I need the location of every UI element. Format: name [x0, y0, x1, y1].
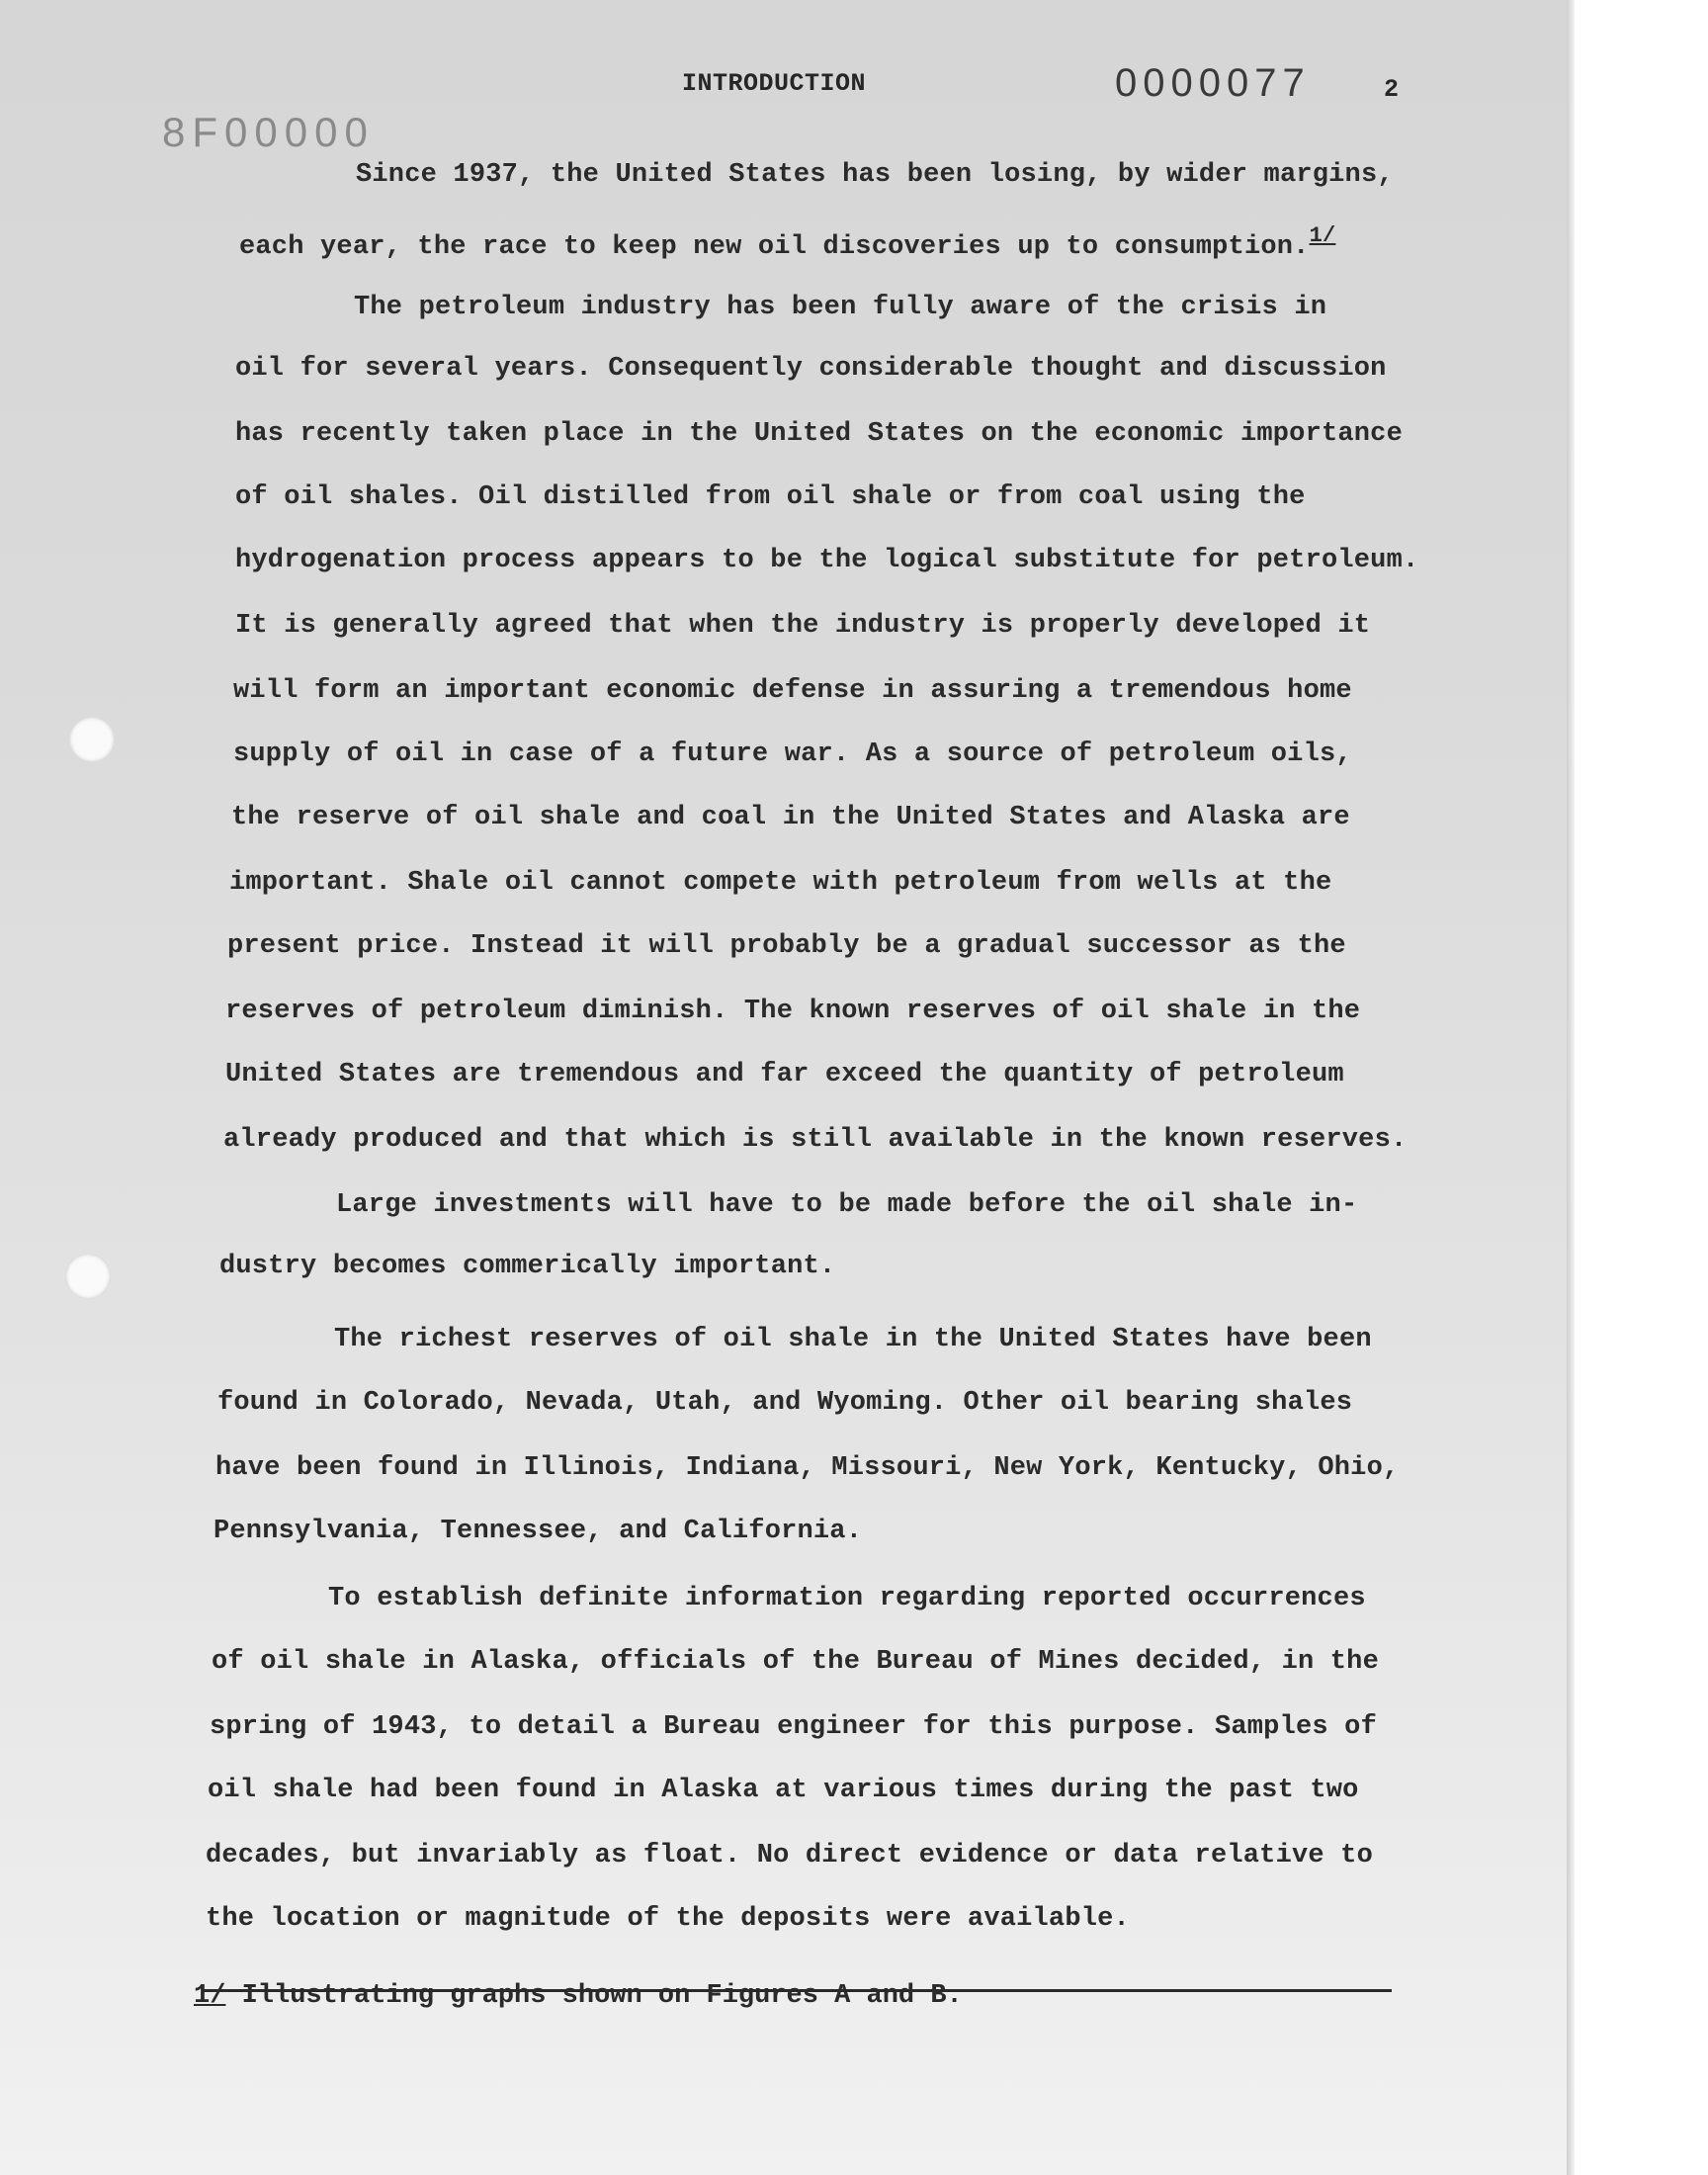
- text-line: already produced and that which is still available in the known reserves.: [223, 1125, 1408, 1155]
- page-title: INTRODUCTION: [682, 69, 867, 98]
- text-line: It is generally agreed that when the industry is properly developed it: [235, 611, 1371, 641]
- text-line: of oil shale in Alaska, officials of the Bureau of Mines decided, in the: [212, 1647, 1379, 1677]
- text-line: To establish definite information regarding reported occurrences: [328, 1584, 1366, 1613]
- text-line: supply of oil in case of a future war. As a source of petroleum oils,: [233, 740, 1352, 769]
- footnote: [194, 1981, 963, 2011]
- punch-hole: [69, 717, 115, 762]
- text-line: will form an important economic defense in assuring a tremendous home: [233, 676, 1352, 706]
- text-line: decades, but invariably as float. No direct evidence or data relative to: [206, 1841, 1373, 1870]
- text-line: the reserve of oil shale and coal in the United States and Alaska are: [231, 803, 1350, 832]
- text-line: the location or magnitude of the deposits were available.: [206, 1904, 1130, 1934]
- text-line: Pennsylvania, Tennessee, and California.: [214, 1517, 863, 1546]
- page-edge: [1567, 0, 1575, 2175]
- text-line: [239, 223, 1335, 262]
- page-number: 2: [1384, 75, 1400, 104]
- document-number: 0000077: [1115, 61, 1311, 105]
- text-line: spring of 1943, to detail a Bureau engineer for this purpose. Samples of: [210, 1712, 1377, 1742]
- text-line: hydrogenation process appears to be the logical substitute for petroleum.: [235, 546, 1419, 575]
- text-line: Since 1937, the United States has been losing, by wider margins,: [356, 160, 1394, 190]
- text-line: The petroleum industry has been fully aware of the crisis in: [354, 293, 1327, 322]
- text-line: dustry becomes commerically important.: [219, 1252, 836, 1281]
- text-line-content: each year, the race to keep new oil discoveries up to consumption.: [239, 232, 1310, 262]
- text-line: reserves of petroleum diminish. The known reserves of oil shale in the: [225, 997, 1361, 1026]
- text-line: have been found in Illinois, Indiana, Missouri, New York, Kentucky, Ohio,: [215, 1453, 1400, 1483]
- text-line: oil for several years. Consequently considerable thought and discussion: [235, 354, 1387, 384]
- text-line: oil shale had been found in Alaska at various times during the past two: [208, 1776, 1359, 1805]
- punch-hole: [65, 1254, 111, 1299]
- text-line: The richest reserves of oil shale in the United States have been: [334, 1325, 1372, 1354]
- text-line: important. Shale oil cannot compete with petroleum from wells at the: [229, 868, 1332, 898]
- footnote-reference: 1/: [1309, 223, 1336, 248]
- footnote-mark: 1/: [194, 1981, 226, 2011]
- text-line: present price. Instead it will probably be a gradual successor as the: [227, 931, 1346, 961]
- text-line: found in Colorado, Nevada, Utah, and Wyoming. Other oil bearing shales: [217, 1388, 1353, 1418]
- text-line: of oil shales. Oil distilled from oil shale or from coal using the: [235, 482, 1306, 512]
- footnote-text: Illustrating graphs shown on Figures A and B.: [225, 1981, 963, 2011]
- stamp-number: 8F00000: [162, 109, 375, 155]
- text-line: has recently taken place in the United States on the economic importance: [235, 419, 1403, 449]
- text-line: Large investments will have to be made before the oil shale in-: [336, 1190, 1358, 1220]
- text-line: United States are tremendous and far exceed the quantity of petroleum: [225, 1060, 1344, 1089]
